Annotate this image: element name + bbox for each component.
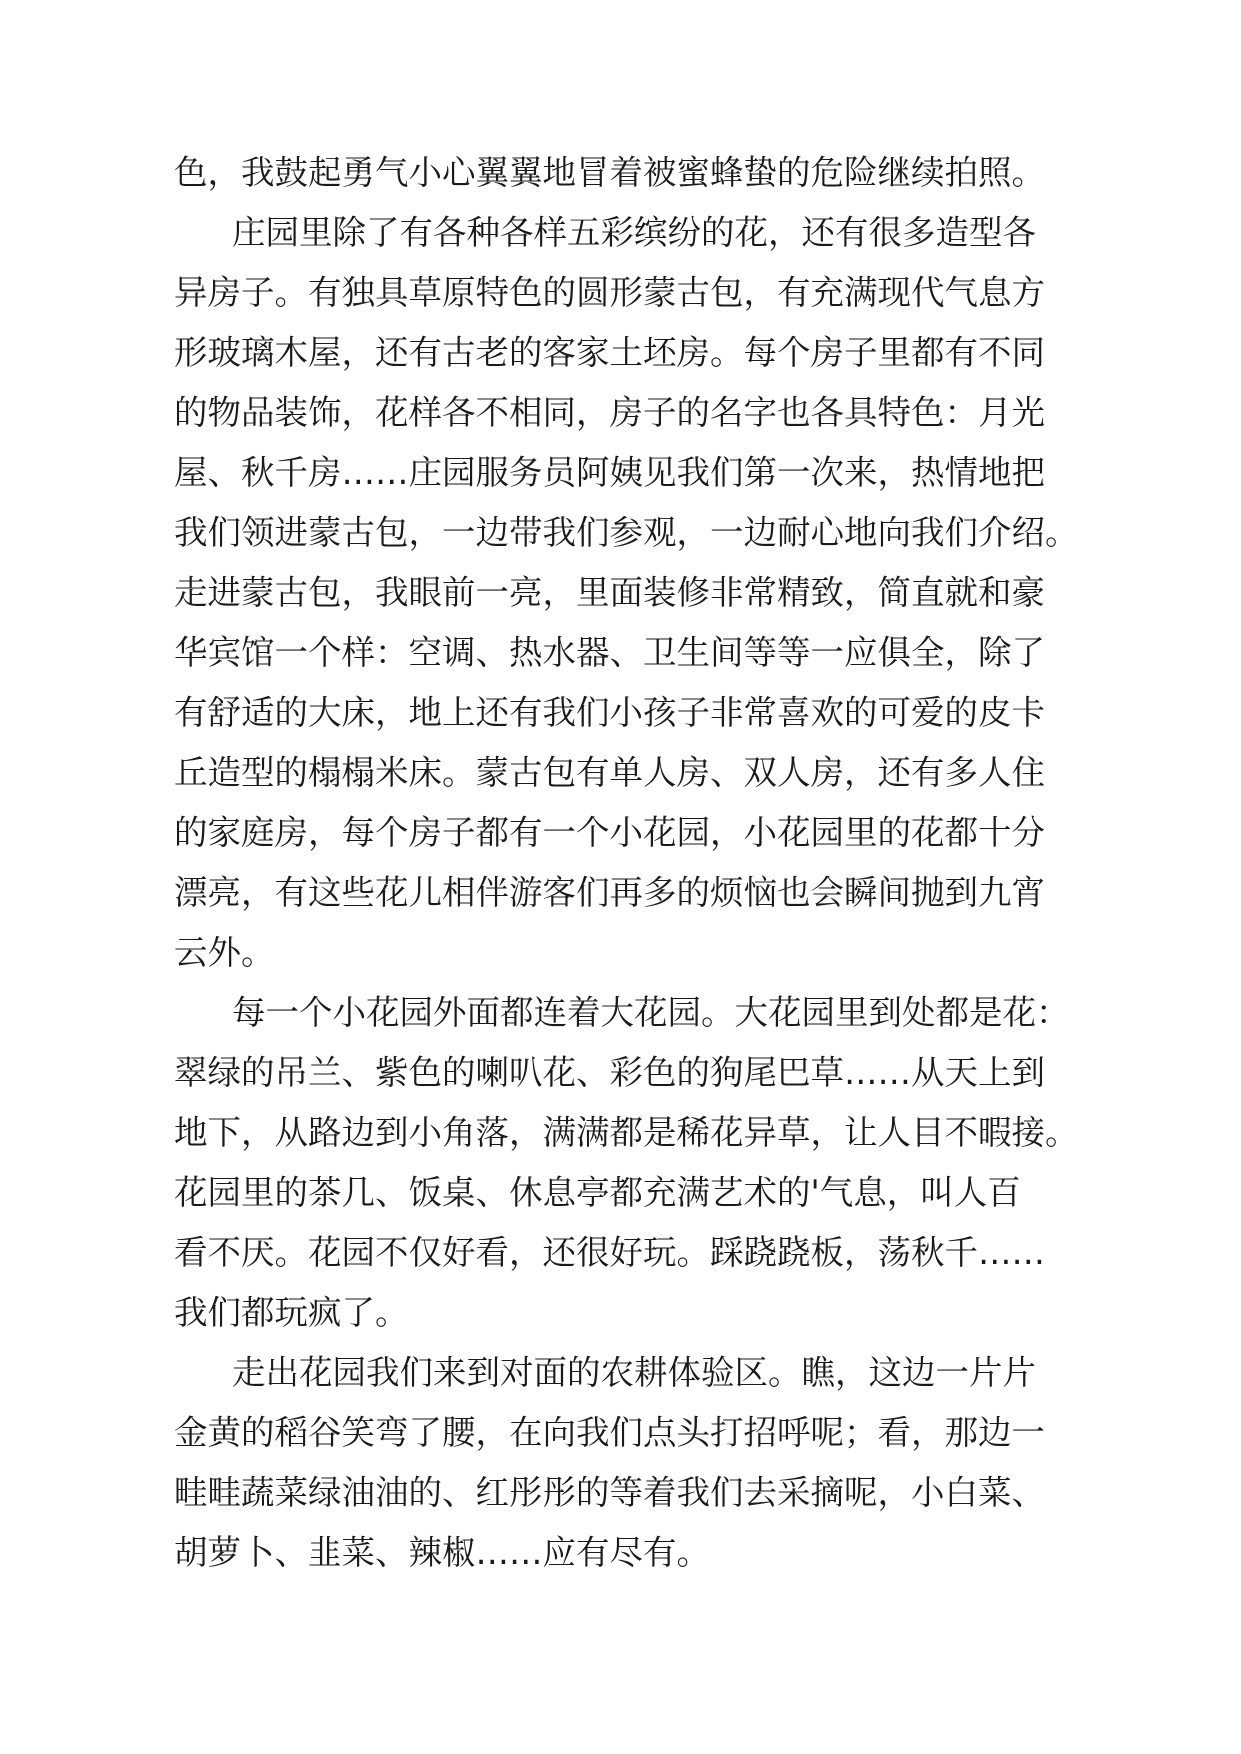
text-line: 畦畦蔬菜绿油油的、红彤彤的等着我们去采摘呢，小白菜、 <box>174 1473 1045 1512</box>
text-line: 金黄的稻谷笑弯了腰，在向我们点头打招呼呢；看，那边一 <box>174 1413 1045 1452</box>
text-line: 漂亮，有这些花儿相伴游客们再多的烦恼也会瞬间抛到九宵 <box>174 873 1045 912</box>
text-line: 异房子。有独具草原特色的圆形蒙古包，有充满现代气息方 <box>174 273 1045 312</box>
text-line: 地下，从路边到小角落，满满都是稀花异草，让人目不暇接。 <box>174 1113 1079 1152</box>
text-line: 丘造型的榻榻米床。蒙古包有单人房、双人房，还有多人住 <box>174 753 1045 792</box>
paragraph-first-line: 每一个小花园外面都连着大花园。大花园里到处都是花： <box>232 993 1070 1032</box>
paragraph-first-line: 走出花园我们来到对面的农耕体验区。瞧，这边一片片 <box>232 1353 1036 1392</box>
text-line: 花园里的茶几、饭桌、休息亭都充满艺术的'气息，叫人百 <box>174 1173 1021 1212</box>
text-line: 云外。 <box>174 933 275 972</box>
text-line: 形玻璃木屋，还有古老的客家土坯房。每个房子里都有不同 <box>174 333 1045 372</box>
paragraph-first-line: 庄园里除了有各种各样五彩缤纷的花，还有很多造型各 <box>232 213 1036 252</box>
text-line: 胡萝卜、韭菜、辣椒……应有尽有。 <box>174 1533 710 1572</box>
text-line: 的物品装饰，花样各不相同，房子的名字也各具特色：月光 <box>174 393 1045 432</box>
text-line: 华宾馆一个样：空调、热水器、卫生间等等一应俱全，除了 <box>174 633 1045 672</box>
text-line: 翠绿的吊兰、紫色的喇叭花、彩色的狗尾巴草……从天上到 <box>174 1053 1045 1092</box>
text-line: 有舒适的大床，地上还有我们小孩子非常喜欢的可爱的皮卡 <box>174 693 1045 732</box>
text-line: 看不厌。花园不仅好看，还很好玩。踩跷跷板，荡秋千…… <box>174 1233 1045 1272</box>
text-line: 色，我鼓起勇气小心翼翼地冒着被蜜蜂蛰的危险继续拍照。 <box>174 153 1045 192</box>
text-line: 我们都玩疯了。 <box>174 1293 409 1332</box>
text-line: 走进蒙古包，我眼前一亮，里面装修非常精致，简直就和豪 <box>174 573 1045 612</box>
text-line: 屋、秋千房……庄园服务员阿姨见我们第一次来，热情地把 <box>174 453 1045 492</box>
text-line: 我们领进蒙古包，一边带我们参观，一边耐心地向我们介绍。 <box>174 513 1079 552</box>
text-line: 的家庭房，每个房子都有一个小花园，小花园里的花都十分 <box>174 813 1045 852</box>
